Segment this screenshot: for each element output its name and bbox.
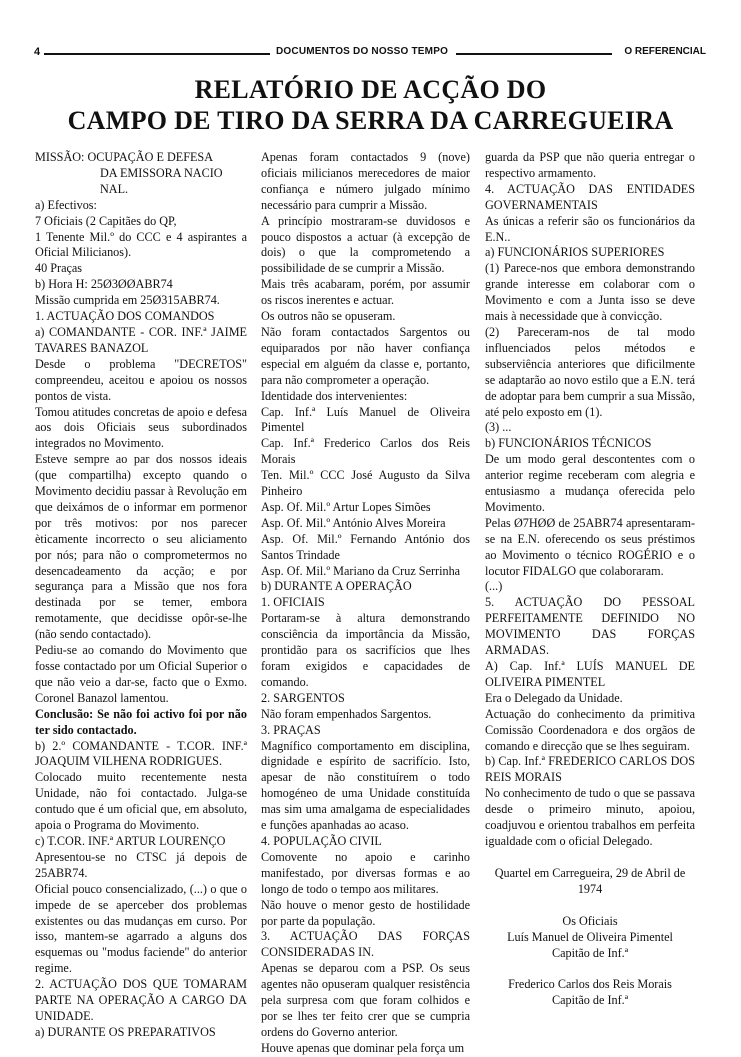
paragraph: Asp. Of. Mil.º Fernando António dos Santos Trindade [261, 531, 470, 562]
paragraph: a) COMANDANTE - COR. INF.ª JAIME TAVARES BANAZOL [35, 324, 247, 355]
paragraph: Colocado muito recentemente nesta Unidade, não foi contactado. Julga-se contudo que é um oficial que, em absoluto, apoia o Programa do Movimento. [35, 770, 247, 833]
paragraph: 40 Praças [35, 261, 83, 276]
paragraph: Esteve sempre ao par dos nossos ideais (que compartilha) excepto quando o Movimento decidiu passar à Revolução em que deixámos de o informar em pormenor por três motivos: por nos parecer èticamente incorrecto o seu aliciamento por nós; para não o comprometermos no desencadeamento da acção; e por segurança para a Missão que nos fora destinada por se temer, embora remotamente, que decidisse opôr-se-lhe (não sendo contactado). [35, 452, 247, 642]
paragraph: c) T.COR. INF.ª ARTUR LOURENÇO [35, 833, 226, 848]
paragraph: (...) [485, 579, 503, 594]
paragraph: Apresentou-se no CTSC já depois de 25ABR74. [35, 849, 247, 880]
title-line-2: CAMPO DE TIRO DA SERRA DA CARREGUEIRA [67, 106, 674, 135]
publication-name: O REFERENCIAL [624, 46, 706, 57]
page-header [30, 46, 710, 62]
paragraph: Identidade dos intervenientes: [261, 388, 408, 403]
paragraph: A princípio mostraram-se duvidosos e pouco dispostos a actuar (à excepção de dois) o que la comprometendo a possibilidade de se cumprir a Missão. [261, 213, 470, 276]
paragraph: Apenas se deparou com a PSP. Os seus agentes não opuseram qualquer resistência pela surpresa com que foram colhidos e por se lhes ter feito crer que se cumpria ordens do Governo anterior. [261, 961, 470, 1039]
paragraph: 7 Oficiais (2 Capitães do QP, [35, 213, 177, 228]
paragraph: Missão cumprida em 25Ø315ABR74. [35, 293, 220, 308]
paragraph: No conhecimento de tudo o que se passava desde o primeiro minuto, apoiou, coadjuvou e orientou trabalhos em perfeita igualdade com o oficial Delegado. [485, 786, 695, 848]
section-heading: 4. POPULAÇÃO CIVIL [261, 833, 382, 848]
header-rule-left [44, 53, 270, 55]
text-column-1 [35, 150, 247, 1041]
section-heading: 2. ACTUAÇÃO DOS QUE TOMARAM PARTE NA OPERAÇÃO A CARGO DA UNIDADE. [35, 977, 247, 1023]
paragraph: Não foram contactados Sargentos ou equiparados por não haver confiança especial em alguém da classe e, portanto, para não comprometer a operação. [261, 324, 470, 387]
text-column-2 [261, 150, 470, 1057]
section-heading: b) DURANTE A OPERAÇÃO [261, 579, 412, 594]
page-number: 4 [34, 46, 41, 58]
paragraph: Apenas foram contactados 9 (nove) oficiais milicianos merecedores de maior confiança e número julgado mínimo necessário para cumprir a Missão. [261, 150, 470, 212]
section-heading: 4. ACTUAÇÃO DAS ENTIDADES GOVERNAMENTAIS [485, 181, 695, 212]
paragraph: Cap. Inf.ª Luís Manuel de Oliveira Pimentel [261, 404, 470, 435]
signature-heading: Os Oficiais [562, 913, 618, 928]
paragraph: a) DURANTE OS PREPARATIVOS [35, 1024, 216, 1039]
paragraph: As únicas a referir são os funcionários da E.N.. [485, 213, 695, 244]
paragraph: Tomou atitudes concretas de apoio e defesa aos dois Oficiais seus subordinados integrados no Movimento. [35, 404, 247, 451]
paragraph: Pediu-se ao comando do Movimento que fosse contactado por um Oficial Superior o que não veio a dar-se, facto que o Exmo. Coronel Banazol lamentou. [35, 643, 247, 705]
paragraph: Era o Delegado da Unidade. [485, 690, 623, 705]
paragraph: b) Hora H: 25Ø3ØØABR74 [35, 277, 173, 292]
section-heading: a) FUNCIONÁRIOS SUPERIORES [485, 245, 665, 260]
paragraph: NAL. [100, 181, 129, 196]
paragraph: Magnífico comportamento em disciplina, dignidade e espírito de sacrifício. Isto, apesar de não constituírem o todo homogéneo de uma Unidade constituída mas sim uma amalgama de especialidades e funções apanhadas ao acaso. [261, 738, 470, 833]
signatory-rank: Capitão de Inf.ª [551, 993, 629, 1008]
section-heading: 1. ACTUAÇÃO DOS COMANDOS [35, 309, 215, 324]
paragraph: Actuação do conhecimento da primitiva Comissão Coordenadora e dos orgãos de comando e direcção que se lhes seguiram. [485, 706, 695, 753]
section-heading: 2. SARGENTOS [261, 690, 345, 705]
paragraph: Oficial pouco consencializado, (...) o que o impede de se aperceber dos problemas existentes ou das mudanças em curso. Por isso, mantem-se agarrado a alguns dos esquemas ou "modus faciende" do anterior regime. [35, 881, 247, 976]
paragraph: (3) ... [485, 420, 512, 435]
section-heading: 5. ACTUAÇÃO DO PESSOAL PERFEITAMENTE DEFINIDO NO MOVIMENTO DAS FORÇAS ARMADAS. [485, 595, 695, 658]
paragraph: Asp. Of. Mil.º Mariano da Cruz Serrinha [261, 563, 461, 578]
signatory-name: Frederico Carlos dos Reis Morais [508, 977, 672, 992]
paragraph: Asp. Of. Mil.º Artur Lopes Simões [261, 499, 431, 514]
paragraph: Mais três acabaram, porém, por assumir os riscos inerentes e actuar. [261, 277, 470, 308]
paragraph: 1 Tenente Mil.º do CCC e 4 aspirantes a Oficial Milicianos). [35, 229, 247, 260]
paragraph: guarda da PSP que não queria entregar o respectivo armamento. [485, 150, 695, 180]
paragraph: MISSÃO: OCUPAÇÃO E DEFESA [35, 150, 213, 164]
title-line-1: RELATÓRIO DE ACÇÃO DO [194, 75, 547, 104]
paragraph: Asp. Of. Mil.º António Alves Moreira [261, 515, 446, 530]
paragraph: Ten. Mil.º CCC José Augusto da Silva Pinheiro [261, 468, 470, 499]
paragraph: Não foram empenhados Sargentos. [261, 706, 432, 721]
paragraph: Pelas Ø7HØØ de 25ABR74 apresentaram-se na E.N. oferecendo os seus préstimos ao Movimento o técnico ROGÉRIO e o locutor FIDALGO que colaboraram. [485, 515, 695, 578]
paragraph: Os outros não se opuseram. [261, 309, 396, 324]
paragraph: De um modo geral descontentes com o anterior regime receberam com alegria e entusiasmo a mudança oferecida pelo Movimento. [485, 452, 695, 514]
paragraph: b) Cap. Inf.ª FREDERICO CARLOS DOS REIS MORAIS [485, 754, 695, 785]
text-column-3 [485, 150, 695, 1009]
section-heading: b) FUNCIONÁRIOS TÉCNICOS [485, 436, 652, 451]
paragraph: b) 2.º COMANDANTE - T.COR. INF.ª JOAQUIM VILHENA RODRIGUES. [35, 738, 247, 769]
article-title [0, 74, 741, 136]
section-heading: 3. PRAÇAS [261, 722, 321, 737]
signatory-name: Luís Manuel de Oliveira Pimentel [507, 929, 673, 944]
paragraph: A) Cap. Inf.ª LUÍS MANUEL DE OLIVEIRA PIMENTEL [485, 659, 695, 689]
paragraph: (2) Pareceram-nos de tal modo influenciados pelos métodos e subserviência anteriores que dificilmente se adaptarão ao novo estilo que a E.N. terá de adoptar para bem cumprir a sua Missão, até pelo exposto em (1). [485, 324, 695, 419]
conclusion: Conclusão: Se não foi activo foi por não ter sido contactado. [35, 706, 247, 737]
paragraph: (1) Parece-nos que embora demonstrando grande interesse em colaborar com o Movimento e com a Junta isso se deve mais à necessidade que à convicção. [485, 261, 695, 324]
paragraph: Portaram-se à altura demonstrando consciência da importância da Missão, prontidão para os sacrifícios que lhes foram exigidos e capacidades de comando. [261, 611, 470, 689]
section-heading: 3. ACTUAÇÃO DAS FORÇAS CONSIDERADAS IN. [261, 929, 470, 960]
paragraph: Desde o problema "DECRETOS" compreendeu, aceitou e apoiou os nossos pontos de vista. [35, 356, 247, 403]
paragraph: Não houve o menor gesto de hostilidade por parte da população. [261, 897, 470, 928]
section-title: DOCUMENTOS DO NOSSO TEMPO [276, 46, 449, 57]
signatory-rank: Capitão de Inf.ª [551, 945, 629, 960]
paragraph: Cap. Inf.ª Frederico Carlos dos Reis Morais [261, 436, 470, 467]
header-rule-right [456, 53, 612, 55]
section-heading: 1. OFICIAIS [261, 595, 325, 610]
paragraph: Houve apenas que dominar pela força um [261, 1040, 465, 1055]
paragraph: DA EMISSORA NACIO [100, 165, 223, 180]
place-date: Quartel em Carregueira, 29 de Abril de 1974 [494, 865, 686, 896]
paragraph: a) Efectivos: [35, 197, 97, 212]
paragraph: Comovente no apoio e carinho manifestado, por diversas formas e ao longo de todo o tempo aos militares. [261, 849, 470, 896]
